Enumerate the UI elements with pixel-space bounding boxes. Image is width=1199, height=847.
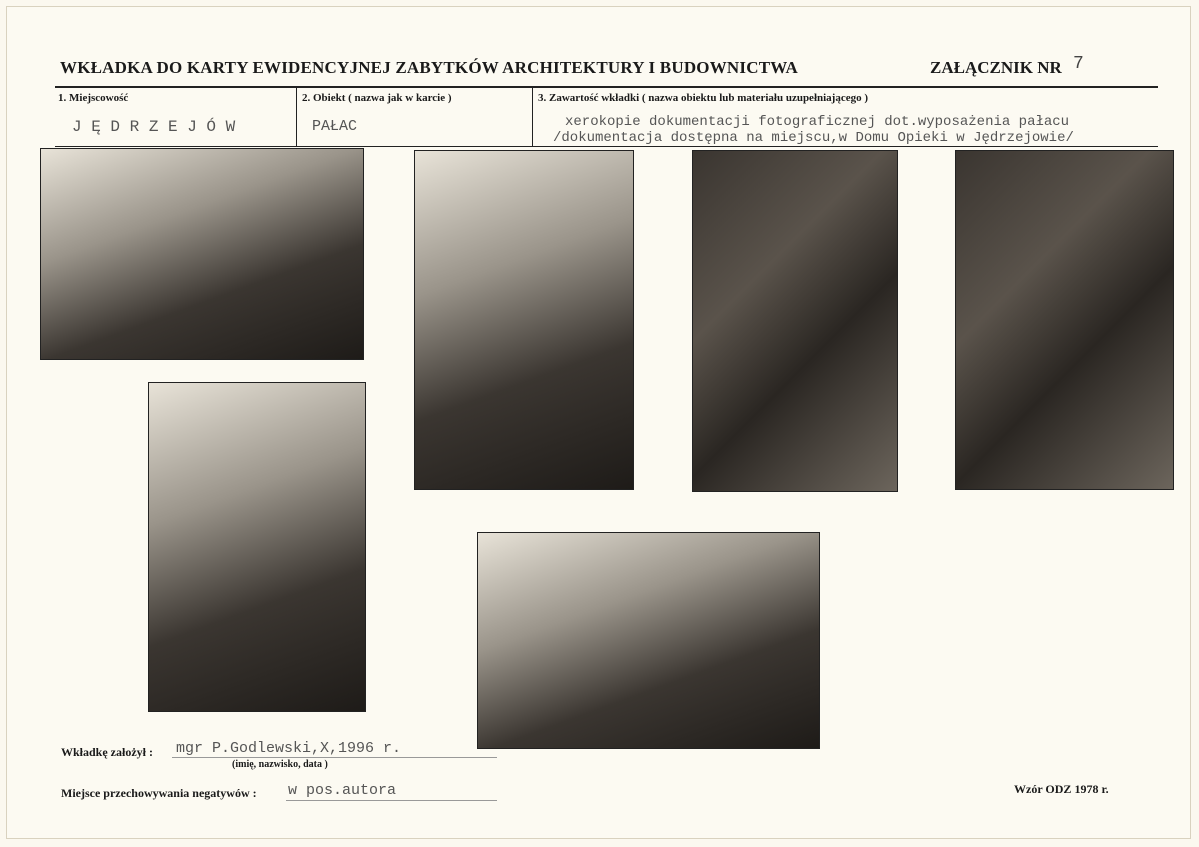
column-label-locality: 1. Miejscowość [58, 92, 129, 104]
form-code: Wzór ODZ 1978 r. [1014, 782, 1109, 796]
column-label-contents: 3. Zawartość wkładki ( nazwa obiektu lub materiału uzupełniającego ) [538, 92, 869, 104]
column-divider-2 [532, 87, 533, 147]
annex-number: 7 [1073, 54, 1084, 74]
column-label-object: 2. Obiekt ( nazwa jak w karcie ) [302, 92, 452, 104]
photo-gothic-brackets [477, 532, 820, 749]
storage-label: Miejsce przechowywania negatywów : [61, 786, 257, 800]
author-label: Wkładkę założył : [61, 745, 153, 759]
header-rule [55, 86, 1158, 88]
photo-arched-doorway [955, 150, 1174, 490]
photo-carved-bench-1 [40, 148, 364, 360]
photo-carved-bench-2 [414, 150, 634, 490]
contents-value-line1: xerokopie dokumentacji fotograficznej dot.wyposażenia pałacu [565, 114, 1070, 130]
author-underline [172, 757, 497, 758]
storage-underline [286, 800, 497, 801]
object-value: PAŁAC [312, 118, 358, 135]
document-title: WKŁADKA DO KARTY EWIDENCYJNEJ ZABYTKÓW ARCHITEKTURY I BUDOWNICTWA [60, 58, 799, 77]
photo-panelled-corner [692, 150, 898, 492]
annex-label: ZAŁĄCZNIK NR [930, 58, 1062, 77]
author-hint: (imię, nazwisko, data ) [232, 759, 328, 770]
locality-value: J Ę D R Z E J Ó W [72, 118, 236, 136]
contents-value-line2: /dokumentacja dostępna na miejscu,w Domu Opieki w Jędrzejowie/ [553, 130, 1074, 146]
column-divider-1 [296, 87, 297, 147]
table-bottom-rule [55, 146, 1158, 147]
photo-coffered-ceiling [148, 382, 366, 712]
storage-value: w pos.autora [288, 782, 397, 799]
author-value: mgr P.Godlewski,X,1996 r. [176, 740, 402, 757]
